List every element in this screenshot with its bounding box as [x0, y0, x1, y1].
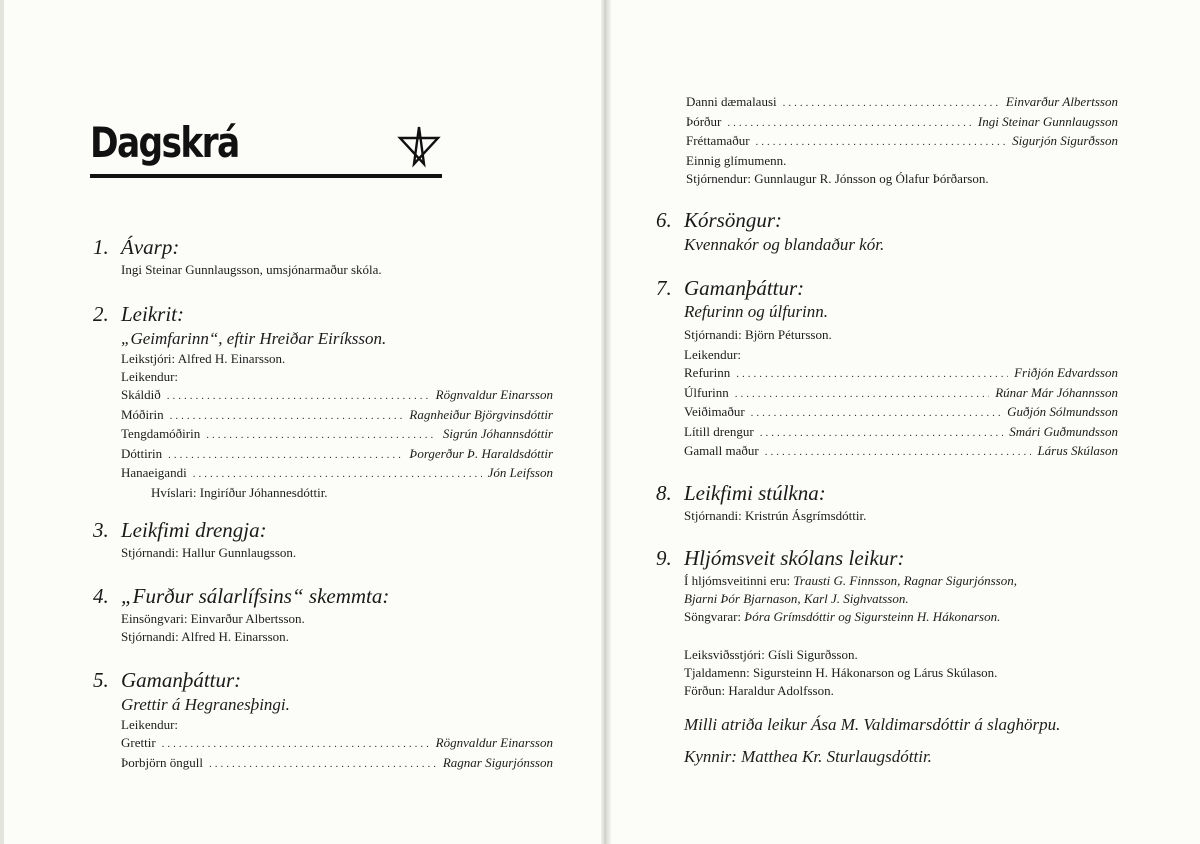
cast-label: Leikendur:: [684, 347, 742, 362]
cast-row: [684, 423, 1118, 443]
dot-leader: [783, 94, 1000, 113]
actor-name: Rögnvaldur Einarsson: [435, 735, 553, 750]
item-heading: Leikfimi stúlkna:: [684, 481, 826, 505]
singers-label: Söngvarar:: [684, 609, 745, 624]
item-number: 9.: [656, 546, 672, 570]
actor-name: Friðjón Edvardsson: [1014, 365, 1118, 380]
dot-leader: [736, 365, 1008, 384]
role-name: Lítill drengur: [684, 423, 754, 439]
interlude-line: Milli atriða leikur Ása M. Valdimarsdóttir á slaghörpu.: [684, 715, 1061, 734]
item-heading: Hljómsveit skólans leikur:: [684, 546, 905, 570]
item-number: 1.: [93, 235, 109, 259]
item-text: Stjórnandi: Hallur Gunnlaugsson.: [121, 545, 297, 560]
band-names: Trausti G. Finnsson, Ragnar Sigurjónsson,: [793, 573, 1017, 588]
title-rule: [90, 174, 442, 178]
item-heading: Leikrit:: [121, 302, 184, 326]
item-heading: Gamanþáttur:: [684, 276, 805, 300]
wrestlers-line: Einnig glímumenn.: [686, 152, 787, 168]
dot-leader: [168, 446, 403, 465]
director-line: Stjórnandi: Björn Pétursson.: [684, 327, 832, 342]
actor-name: Ingi Steinar Gunnlaugsson: [977, 113, 1118, 129]
dot-leader: [206, 426, 437, 445]
actor-name: Guðjón Sólmundsson: [1007, 404, 1118, 419]
band-names-cont: Bjarni Þór Bjarnason, Karl J. Sighvatsson.: [684, 591, 909, 606]
dot-leader: [727, 114, 971, 133]
cast-row: [684, 364, 1118, 384]
role-name: Þórður: [686, 113, 722, 129]
item-heading: Kórsöngur:: [684, 208, 783, 232]
page-edge: [0, 0, 4, 844]
cast-row: [121, 406, 553, 426]
role-name: Fréttamaður: [686, 133, 750, 148]
item-number: 3.: [93, 518, 109, 542]
actor-name: Ragnar Sigurjónsson: [442, 754, 553, 770]
page-title: Dagskrá: [90, 118, 239, 167]
role-name: Móðirin: [121, 406, 164, 422]
item-subtitle: Kvennakór og blandaður kór.: [684, 235, 885, 254]
program-item-2: [93, 302, 553, 502]
star-icon: [396, 124, 442, 170]
actor-name: Ragnheiður Björgvinsdóttir: [409, 406, 553, 422]
directors-line: Stjórnendur: Gunnlaugur R. Jónsson og Ólafur Þórðarson.: [686, 170, 989, 186]
actor-name: Einvarður Albertsson: [1005, 94, 1118, 109]
dot-leader: [765, 443, 1032, 462]
sketch-title: Grettir á Hegranesþingi.: [121, 695, 290, 714]
cast-row: [121, 754, 553, 774]
item-number: 8.: [656, 481, 672, 505]
actor-name: Þorgerður Þ. Haraldsdóttir: [409, 445, 553, 461]
director-line: Stjórnandi: Alfred H. Einarsson.: [121, 629, 289, 644]
cast-row: [684, 403, 1118, 423]
dot-leader: [751, 404, 1001, 423]
cast-row: [121, 425, 553, 445]
cast-row: [121, 464, 553, 484]
dot-leader: [193, 465, 482, 484]
dot-leader: [760, 424, 1004, 443]
program-item-4: [93, 584, 389, 646]
role-name: Gamall maður: [684, 443, 759, 458]
program-item-9: [656, 546, 1017, 626]
cast-label: Leikendur:: [121, 717, 179, 732]
actor-name: Smári Guðmundsson: [1009, 423, 1118, 439]
prompter-line: Hvíslari: Ingiríður Jóhannesdóttir.: [151, 484, 328, 500]
program-item-6: [656, 208, 884, 256]
program-item-7: [656, 276, 1118, 462]
role-name: Grettir: [121, 735, 156, 750]
host-line: Kynnir: Matthea Kr. Sturlaugsdóttir.: [684, 747, 932, 766]
item-heading: Ávarp:: [121, 235, 180, 259]
curtain-line: Tjaldamenn: Sigursteinn H. Hákonarson og Lárus Skúlason.: [684, 665, 998, 680]
role-name: Þorbjörn öngull: [121, 754, 203, 770]
item-number: 5.: [93, 668, 109, 692]
stage-manager-line: Leiksviðsstjóri: Gísli Sigurðsson.: [684, 647, 858, 662]
actor-name: Lárus Skúlason: [1037, 443, 1118, 458]
dot-leader: [170, 407, 404, 426]
cast-row: [684, 442, 1118, 462]
role-name: Skáldið: [121, 387, 161, 402]
item-heading: „Furður sálarlífsins“ skemmta:: [121, 584, 390, 608]
role-name: Veiðimaður: [684, 404, 745, 419]
director-line: Leikstjóri: Alfred H. Einarsson.: [121, 351, 286, 366]
role-name: Refurinn: [684, 365, 731, 380]
item-number: 7.: [656, 276, 672, 300]
crew-credits: [684, 646, 997, 700]
item-text: Stjórnandi: Kristrún Ásgrímsdóttir.: [684, 508, 867, 523]
role-name: Tengdamóðirin: [121, 426, 201, 441]
actor-name: Jón Leifsson: [487, 465, 553, 480]
item-number: 4.: [93, 584, 109, 608]
program-item-1: [93, 235, 382, 279]
actor-name: Rúnar Már Jóhannsson: [995, 384, 1118, 400]
dot-leader: [735, 385, 989, 404]
continued-cast: [686, 93, 1118, 188]
item-number: 2.: [93, 302, 109, 326]
cast-row: [121, 445, 553, 465]
singer-line: Einsöngvari: Einvarður Albertsson.: [121, 611, 305, 626]
role-name: Danni dæmalausi: [686, 94, 777, 109]
cast-row: [121, 734, 553, 754]
program-item-8: [656, 481, 866, 525]
item-heading: Leikfimi drengja:: [121, 518, 267, 542]
cast-row: [686, 93, 1118, 113]
singers-names: Þóra Grímsdóttir og Sigursteinn H. Hákonarson.: [744, 609, 1001, 624]
cast-label: Leikendur:: [121, 369, 179, 384]
program-item-5: [93, 668, 553, 773]
item-text: Ingi Steinar Gunnlaugsson, umsjónarmaður skóla.: [121, 262, 382, 277]
item-number: 6.: [656, 208, 672, 232]
role-name: Dóttirin: [121, 445, 163, 461]
program-item-3: [93, 518, 296, 562]
cast-row: [686, 113, 1118, 133]
band-label: Í hljómsveitinni eru:: [684, 573, 794, 588]
role-name: Hanaeigandi: [121, 465, 187, 480]
dot-leader: [209, 755, 437, 774]
cast-row: [121, 386, 553, 406]
dot-leader: [167, 387, 430, 406]
cast-row: [686, 132, 1118, 152]
dot-leader: [162, 735, 430, 754]
sketch-title: Refurinn og úlfurinn.: [684, 302, 829, 321]
actor-name: Sigrún Jóhannsdóttir: [442, 426, 553, 441]
play-title: „Geimfarinn“, eftir Hreiðar Eiríksson.: [121, 329, 387, 348]
actor-name: Rögnvaldur Einarsson: [435, 387, 553, 402]
center-fold: [601, 0, 611, 844]
item-heading: Gamanþáttur:: [121, 668, 242, 692]
dot-leader: [756, 133, 1007, 152]
actor-name: Sigurjón Sigurðsson: [1012, 133, 1118, 148]
cast-row: [684, 384, 1118, 404]
role-name: Úlfurinn: [684, 384, 729, 400]
makeup-line: Förðun: Haraldur Adolfsson.: [684, 683, 834, 698]
